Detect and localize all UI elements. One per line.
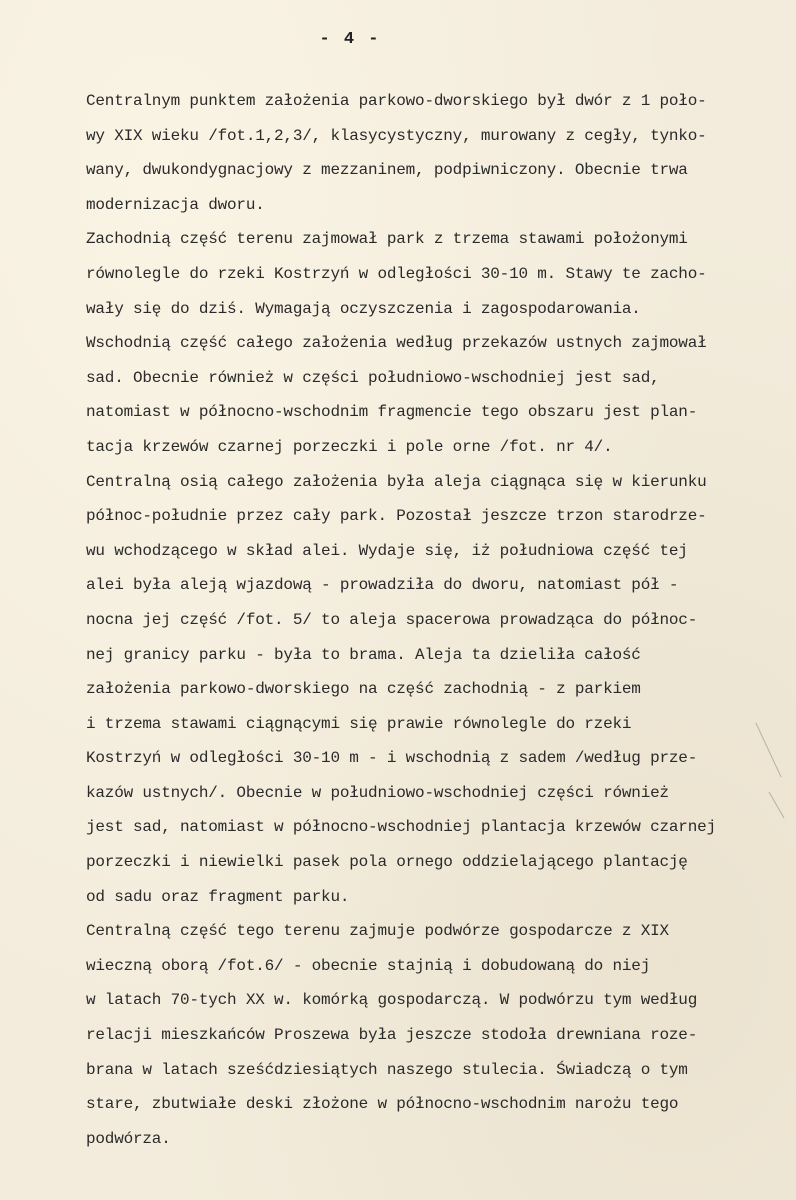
text-line: od sadu oraz fragment parku. xyxy=(86,887,350,906)
text-line: porzeczki i niewielki pasek pola ornego oddzielającego plantację xyxy=(86,853,688,872)
text-line: równolegle do rzeki Kostrzyń w odległości 30-10 m. Stawy te zacho- xyxy=(86,264,707,283)
text-line: relacji mieszkańców Proszewa była jeszcze stodoła drewniana roze- xyxy=(86,1026,698,1045)
text-line: wieczną oborą /fot.6/ - obecnie stajnią i dobudowaną do niej xyxy=(86,956,651,975)
document-body xyxy=(86,84,792,1156)
text-line: Centralną osią całego założenia była aleja ciągnąca się w kierunku xyxy=(86,472,707,491)
text-line: Centralną część tego terenu zajmuje podwórze gospodarcze z XIX xyxy=(86,922,669,941)
text-line: sad. Obecnie również w części południowo-wschodniej jest sad, xyxy=(86,368,660,387)
text-line: natomiast w północno-wschodnim fragmencie tego obszaru jest plan- xyxy=(86,403,698,422)
text-line: podwórza. xyxy=(86,1129,171,1148)
text-line: Centralnym punktem założenia parkowo-dworskiego był dwór z 1 poło- xyxy=(86,92,707,110)
text-line: wy XIX wieku /fot.1,2,3/, klasycystyczny, murowany z cegły, tynko- xyxy=(86,126,707,145)
text-line: wały się do dziś. Wymagają oczyszczenia i zagospodarowania. xyxy=(86,299,641,318)
text-line: nej granicy parku - była to brama. Aleja ta dzieliła całość xyxy=(86,645,641,664)
text-line: alei była aleją wjazdową - prowadziła do dworu, natomiast pół - xyxy=(86,576,679,595)
text-line: i trzema stawami ciągnącymi się prawie równolegle do rzeki xyxy=(86,714,632,733)
text-line: tacja krzewów czarnej porzeczki i pole orne /fot. nr 4/. xyxy=(86,437,613,456)
text-line: w latach 70-tych XX w. komórką gospodarczą. W podwórzu tym według xyxy=(86,991,698,1010)
text-line: modernizacja dworu. xyxy=(86,195,265,214)
text-line: jest sad, natomiast w północno-wschodniej plantacja krzewów czarnej xyxy=(86,818,716,837)
page-number: - 4 - xyxy=(319,30,381,49)
text-line: Kostrzyń w odległości 30-10 m - i wschodnią z sadem /według prze- xyxy=(86,749,698,768)
text-line: założenia parkowo-dworskiego na część zachodnią - z parkiem xyxy=(86,680,641,699)
text-line: kazów ustnych/. Obecnie w południowo-wschodniej części również xyxy=(86,783,669,802)
text-line: stare, zbutwiałe deski złożone w północno-wschodnim narożu tego xyxy=(86,1095,679,1114)
text-line: nocna jej część /fot. 5/ to aleja spacerowa prowadząca do północ- xyxy=(86,610,698,629)
text-line: wu wchodzącego w skład alei. Wydaje się, iż południowa część tej xyxy=(86,541,688,560)
text-line: Zachodnią część terenu zajmował park z trzema stawami położonymi xyxy=(86,230,688,249)
text-line: północ-południe przez cały park. Pozostał jeszcze trzon starodrze- xyxy=(86,507,707,526)
text-line: Wschodnią część całego założenia według przekazów ustnych zajmował xyxy=(86,334,707,353)
text-line: wany, dwukondygnacjowy z mezzaninem, podpiwniczony. Obecnie trwa xyxy=(86,161,688,180)
text-line: brana w latach sześćdziesiątych naszego stulecia. Świadczą o tym xyxy=(86,1060,688,1079)
